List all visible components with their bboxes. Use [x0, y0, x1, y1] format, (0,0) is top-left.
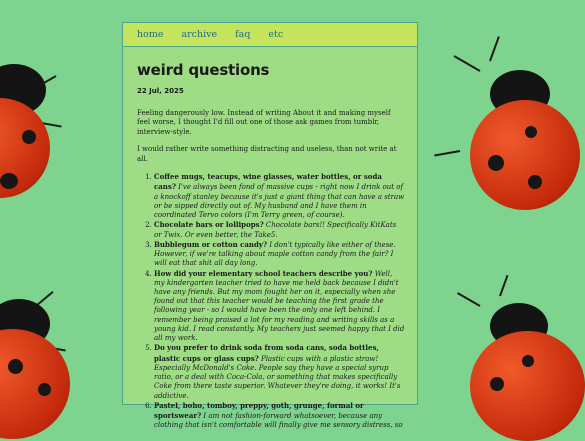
ladybug-decoration-top-right	[440, 30, 580, 210]
question-item	[154, 343, 405, 400]
question-text: Bubblegum or cotton candy?	[154, 239, 268, 249]
top-nav	[123, 23, 417, 47]
post-title: weird questions	[137, 61, 270, 79]
ladybug-decoration-bottom-left	[0, 285, 110, 425]
question-text: How did your elementary school teachers describe you?	[154, 268, 373, 278]
nav-home-link[interactable]: home	[137, 29, 164, 40]
nav-archive-link[interactable]: archive	[181, 29, 218, 40]
answer-text: I don't typically like either of these. However, if we're talking about maple cotton candy from the fair? I will eat that shit all day long.	[154, 240, 396, 268]
question-list	[137, 172, 405, 430]
nav-faq-link[interactable]: faq	[235, 29, 251, 40]
post-date: 22 Jul, 2025	[137, 87, 184, 95]
post-intro-paragraph: I would rather write something distracting and useless, than not write at all.	[137, 145, 397, 163]
question-item	[154, 172, 405, 220]
content-panel	[122, 22, 418, 430]
answer-text: I am not fashion-forward whatsoever, because any clothing that isn't comfortable will finally give me sensory distress, so	[154, 412, 403, 430]
post-content	[123, 47, 417, 431]
nav-etc-link[interactable]: etc	[268, 29, 284, 40]
question-text: Chocolate bars or lollipops?	[154, 220, 264, 230]
question-text: Pastel, boho, tomboy, preppy, goth, grunge, formal or sportswear?	[154, 400, 364, 421]
question-item	[154, 401, 405, 431]
question-item	[154, 240, 405, 269]
question-item	[154, 269, 405, 344]
question-text: Do you prefer to drink soda from soda cans, soda bottles, plastic cups or glass cups?	[154, 343, 379, 363]
answer-text: Well, my kindergarten teacher tried to have me held back because I didn't have any friends. But my mom fought her on it, especially when she found out that this teacher would be teaching the first grade the following year - so I would have been the only one left behind. I remember being praised a lot for my reading and writing skills as a young kid. I read constantly. My teachers just seemed happy that I did all my work.	[154, 269, 405, 343]
ladybug-decoration-bottom-right	[440, 285, 580, 425]
question-text: Coffee mugs, teacups, wine glasses, water bottles, or soda cans?	[154, 172, 382, 192]
question-item	[154, 220, 405, 239]
post-intro-paragraph: Feeling dangerously low. Instead of writing About it and making myself feel worse, I thought I'd fill out one of those ask games from tumblr, interview-style.	[137, 109, 391, 136]
answer-text: Plastic cups with a plastic straw! Especially McDonald's Coke. People say they have a special syrup ratio, or a deal with Coca-Cola, or something that makes specifically Coke from there taste superior. Whatever they're doing, it works! It's addictive.	[154, 354, 401, 400]
answer-text: Chocolate bars!! Specifically KitKats or Twix. Or even better, the Take5.	[154, 221, 397, 239]
ladybug-decoration-top-left	[0, 30, 100, 200]
answer-text: I've always been fond of massive cups - right now I drink out of a knockoff stanley because it's just a giant thing that can have a straw or be sipped directly out of. My husband and I have them in coordinated Tervo colors (I'm Terry green, of course).	[154, 183, 405, 220]
